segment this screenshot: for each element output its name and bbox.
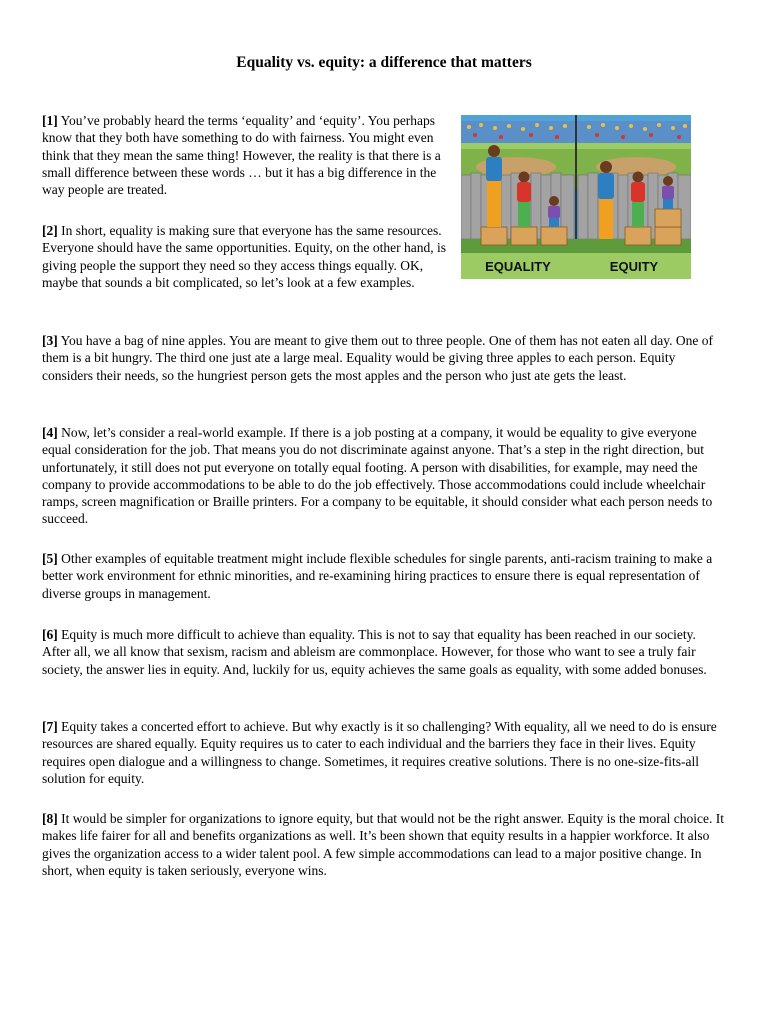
paragraph-1 — [42, 112, 452, 198]
paragraph-2 — [42, 222, 452, 291]
equality-small-person — [548, 196, 560, 227]
equity-small-person — [662, 176, 674, 209]
paragraph-6 — [42, 626, 725, 678]
paragraph-5 — [42, 550, 725, 602]
paragraph-text: In short, equality is making sure that everyone has the same resources. Everyone should have the same opportunities. Equity, on the other hand, is giving people the support they need so they access things equally. OK, maybe that sounds a bit complicated, so let’s look at a few examples. — [42, 223, 447, 290]
paragraph-number: [7] — [42, 719, 58, 734]
paragraph-text: Equity is much more difficult to achieve than equality. This is not to say that equality has been reached in our society. After all, we all know that sexism, racism and ableism are commonplace. However, for those who want to see a truly fair society, the answer lies in equity. And, luckily for us, equity achieves the same goals as equality, with some added bonuses. — [42, 627, 707, 677]
paragraph-text: Equity takes a concerted effort to achieve. But why exactly is it so challenging? With equality, all we need to do is ensure resources are shared equally. Equity requires us to cater to each individual and the barriers they face in their lives. Equity requires open dialogue and a willingness to change. Sometimes, it requires creative solutions. There is no one-size-fits-all solution for equity. — [42, 719, 717, 786]
paragraph-number: [2] — [42, 223, 58, 238]
paragraph-number: [8] — [42, 811, 58, 826]
equality-crates — [481, 227, 567, 245]
paragraph-8 — [42, 810, 725, 879]
paragraph-text: It would be simpler for organizations to ignore equity, but that would not be the right answer. Equity is the moral choice. It makes life fairer for all and benefits organizations as well. It’s been shown that equity results in a happier workforce. It also gives the organization access to a wider talent pool. A few simple accommodations can lead to a major positive change. In short, when equity is taken seriously, everyone wins. — [42, 811, 724, 878]
paragraph-3 — [42, 332, 725, 384]
paragraph-text: Now, let’s consider a real-world example. If there is a job posting at a company, it would be equality to give everyone equal consideration for the job. That means you do not discriminate against anyone. That’s a step in the right direction, but unfortunately, it still does not put everyone on totally equal footing. A person with disabilities, for example, may need the company to provide accommodations to be able to do the job effectively. Those accommodations could include wheelchair ramps, screen magnification or Braille printers. For a company to be equitable, it should consider what each person needs to succeed. — [42, 425, 713, 527]
paragraph-text: Other examples of equitable treatment might include flexible schedules for single parents, anti-racism training to make a better work environment for ethnic minorities, and re-examining hiring practices to ensure there is equal representation of diverse groups in management. — [42, 551, 713, 601]
paragraph-number: [6] — [42, 627, 58, 642]
page-title: Equality vs. equity: a difference that matters — [236, 54, 532, 71]
equity-label: EQUITY — [609, 259, 659, 274]
paragraph-7 — [42, 718, 725, 787]
equality-equity-illustration — [461, 115, 691, 279]
paragraph-number: [5] — [42, 551, 58, 566]
paragraph-number: [3] — [42, 333, 58, 348]
paragraph-number: [1] — [42, 113, 58, 128]
illustration-svg — [461, 115, 691, 279]
paragraph-number: [4] — [42, 425, 58, 440]
paragraph-text: You’ve probably heard the terms ‘equality’ and ‘equity’. You perhaps know that they both have something to do with fairness. You might even think that they mean the same thing! However, the reality is that there is a small difference between these words … but it has a big difference in the way people are treated. — [42, 113, 441, 198]
equality-tall-person — [486, 145, 502, 227]
paragraph-4 — [42, 424, 725, 528]
equality-label: EQUALITY — [485, 259, 551, 274]
paragraph-text: You have a bag of nine apples. You are meant to give them out to three people. One of them has not eaten all day. One of them is a bit hungry. The third one just ate a large meal. Equality would be giving three apples to each person. Equity considers their needs, so the hungriest person gets the most apples and the person who just ate gets the least. — [42, 333, 713, 383]
